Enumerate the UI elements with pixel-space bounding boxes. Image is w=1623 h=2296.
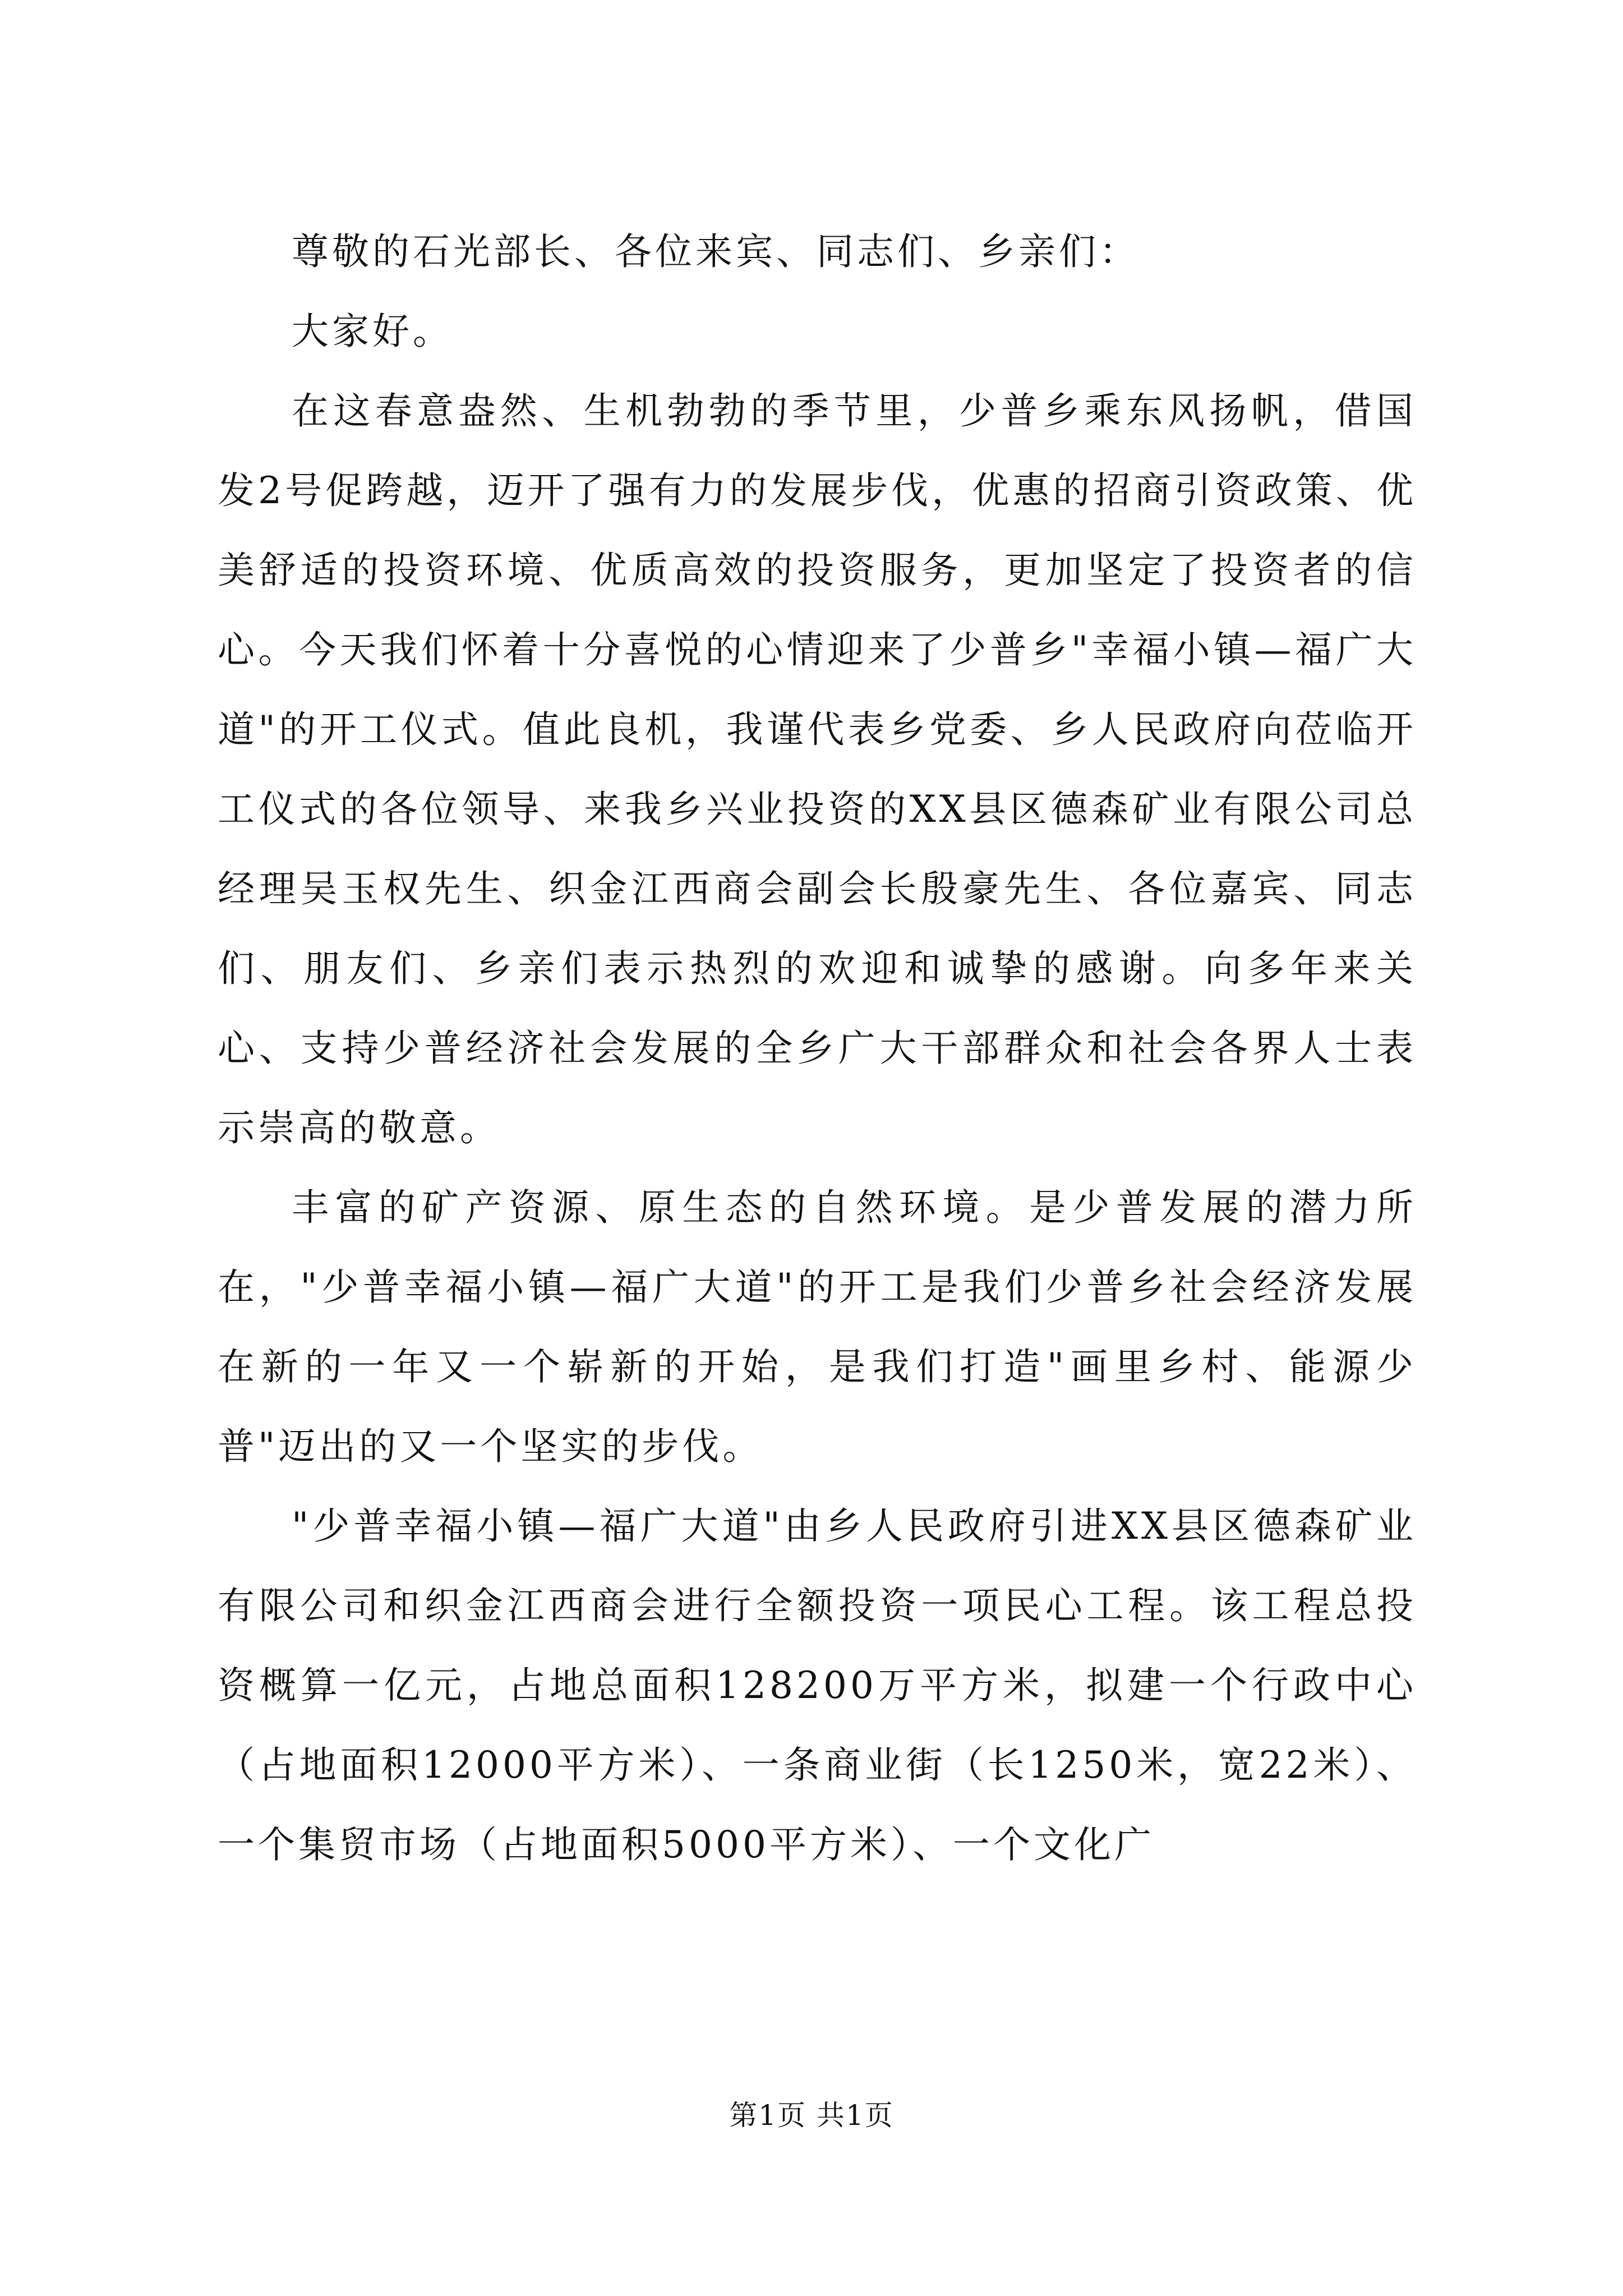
page-number-footer: 第1页 共1页	[729, 2099, 894, 2132]
paragraph: "少普幸福小镇—福广大道"由乡人民政府引进XX县区德森矿业有限公司和织金江西商会进行全额投资一项民心工程。该工程总投资概算一亿元，占地总面积128200万平方米，拟建一个行政中心（占地面积12000平方米）、一条商业街（长1250米，宽22米）、一个集贸市场（占地面积5000平方米）、一个文化广	[218, 1504, 1417, 1866]
greeting: 大家好。	[292, 310, 453, 353]
paragraph: 在这春意盎然、生机勃勃的季节里，少普乡乘东风扬帆，借国发2号促跨越，迈开了强有力的发展步伐，优惠的招商引资政策、优美舒适的投资环境、优质高效的投资服务，更加坚定了投资者的信心。今天我们怀着十分喜悦的心情迎来了少普乡"幸福小镇—福广大道"的开工仪式。值此良机，我谨代表乡党委、乡人民政府向莅临开工仪式的各位领导、来我乡兴业投资的XX县区德森矿业有限公司总经理吴玉权先生、织金江西商会副会长殷豪先生、各位嘉宾、同志们、朋友们、乡亲们表示热烈的欢迎和诚挚的感谢。向多年来关心、支持少普经济社会发展的全乡广大干部群众和社会各界人士表示崇高的敬意。	[218, 389, 1417, 1149]
document-body	[218, 212, 1417, 1885]
paragraph: 丰富的矿产资源、原生态的自然环境。是少普发展的潜力所在，"少普幸福小镇—福广大道"的开工是我们少普乡社会经济发展在新的一年又一个崭新的开始，是我们打造"画里乡村、能源少普"迈出的又一个坚实的步伐。	[218, 1186, 1417, 1468]
salutation: 尊敬的石光部长、各位来宾、同志们、乡亲们：	[292, 230, 1140, 273]
